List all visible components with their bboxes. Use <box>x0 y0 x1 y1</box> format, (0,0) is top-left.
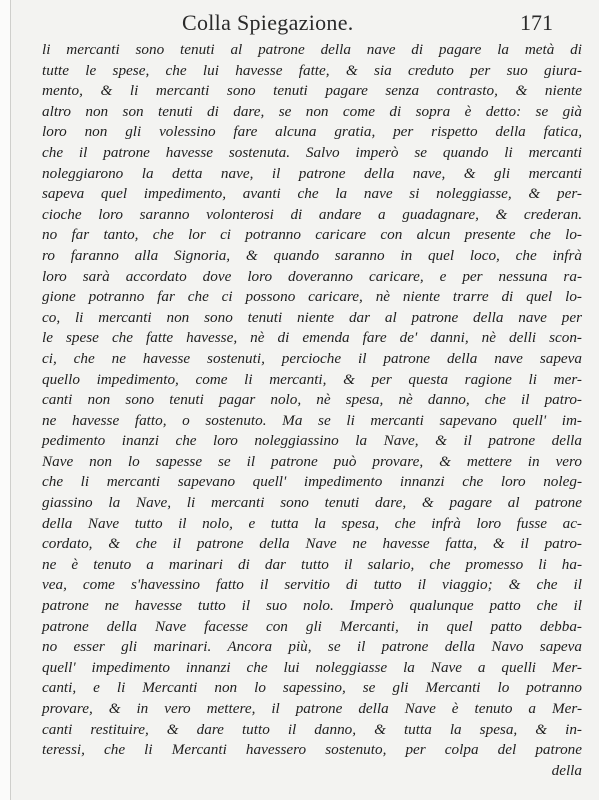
running-title: Colla Spiegazione. <box>182 10 354 35</box>
text-line: provare, & in vero mettere, il patrone della Nave è tenuto a Mer- <box>42 700 582 717</box>
text-line: vea, come s'havessino fatto il servitio di tutto il viaggio; & che il <box>42 576 582 594</box>
text-line: no far tanto, che lor ci potranno caricare con alcun presente che lo- <box>42 226 582 244</box>
text-line: che li mercanti sapevano quell' impedimento innanzi che loro noleg- <box>42 473 582 491</box>
text-line: pedimento inanzi che loro noleggiassino la Nave, & il patrone della <box>42 432 582 450</box>
text-line: li mercanti sono tenuti al patrone della nave di pagare la metà di <box>42 41 582 58</box>
text-line: sapeva quel impedimento, avanti che la nave si noleggiasse, & per- <box>42 185 582 203</box>
text-line: canti non sono tenuti pagar nolo, nè spesa, nè danno, che il patro- <box>42 391 582 409</box>
text-line: cordato, & che il patrone della Nave ne havesse fatta, & il patro- <box>42 535 582 553</box>
text-line: teressi, che li Mercanti havessero sostenuto, per colpa del patrone <box>42 741 582 759</box>
text-line: le spese che fatte havesse, nè di emenda fare de' danni, nè delli scon- <box>42 329 582 347</box>
body-text <box>42 40 582 781</box>
text-line: tutte le spese, che lui havesse fatte, & sia creduto per suo giura- <box>42 61 582 79</box>
text-line: ne havesse fatto, o sostenuto. Ma se li mercanti sapevano quell' im- <box>42 411 582 429</box>
text-line: giassino la Nave, li mercanti sono tenuti dare, & pagare al patrone <box>42 494 582 512</box>
text-line: gione potranno far che ci possono caricare, nè niente trarre di quel lo- <box>42 288 582 306</box>
page-gutter <box>0 0 11 800</box>
text-line: Nave non lo sapesse se il patrone può provare, & mettere in vero <box>42 452 582 470</box>
text-line: ne è tenuto a marinari di dar tutto il salario, che promesso li ha- <box>42 555 582 573</box>
text-line: canti, e li Mercanti non lo sapessino, se gli Mercanti lo potranno <box>42 679 582 697</box>
text-line: patrone ne havesse tutto il suo nolo. Imperò qualunque patto che il <box>42 597 582 615</box>
text-line: quell' impedimento innanzi che lui noleggiasse la Nave a quelli Mer- <box>42 658 582 676</box>
text-line: ci, che ne havesse sostenuti, percioche il patrone della nave sapeva <box>42 349 582 367</box>
text-line: cioche loro saranno volonterosi di andare a guadagnare, & crederan. <box>42 205 582 223</box>
page-header <box>0 6 599 42</box>
text-line: patrone della Nave facesse con gli Mercanti, in quel patto debba- <box>42 617 582 635</box>
text-line: no esser gli marinari. Ancora più, se il patrone della Navo sapeva <box>42 638 582 656</box>
text-line: mento, & li mercanti sono tenuti pagare senza contrasto, & niente <box>42 82 582 100</box>
text-line: noleggiarono la detta nave, il patrone della nave, & gli mercanti <box>42 164 582 182</box>
text-line: loro sarà accordato dove loro doveranno caricare, e per nessuna ra- <box>42 267 582 285</box>
catchword: della <box>551 761 582 779</box>
text-line: che il patrone havesse sostenuta. Salvo imperò se quando li mercanti <box>42 143 582 161</box>
text-line: della Nave tutto il nolo, e tutta la spesa, che infrà loro fusse ac- <box>42 514 582 532</box>
page-number: 171 <box>520 10 553 35</box>
text-line: quello impedimento, come li mercanti, & per questa ragione li mer- <box>42 370 582 388</box>
text-line: canti restituire, & dare tutto il danno, & tutta la spesa, & in- <box>42 720 582 738</box>
text-line: altro non son tenuti di dare, se non come di sopra è detto: se già <box>42 102 582 120</box>
text-line: loro non gli volessino fare alcuna gratia, per rispetto della fatica, <box>42 123 582 141</box>
text-line: ro faranno alla Signoria, & quando saranno in quel loco, che infrà <box>42 246 582 264</box>
text-line: co, li mercanti non sono tenuti niente dar al patrone della nave per <box>42 308 582 326</box>
